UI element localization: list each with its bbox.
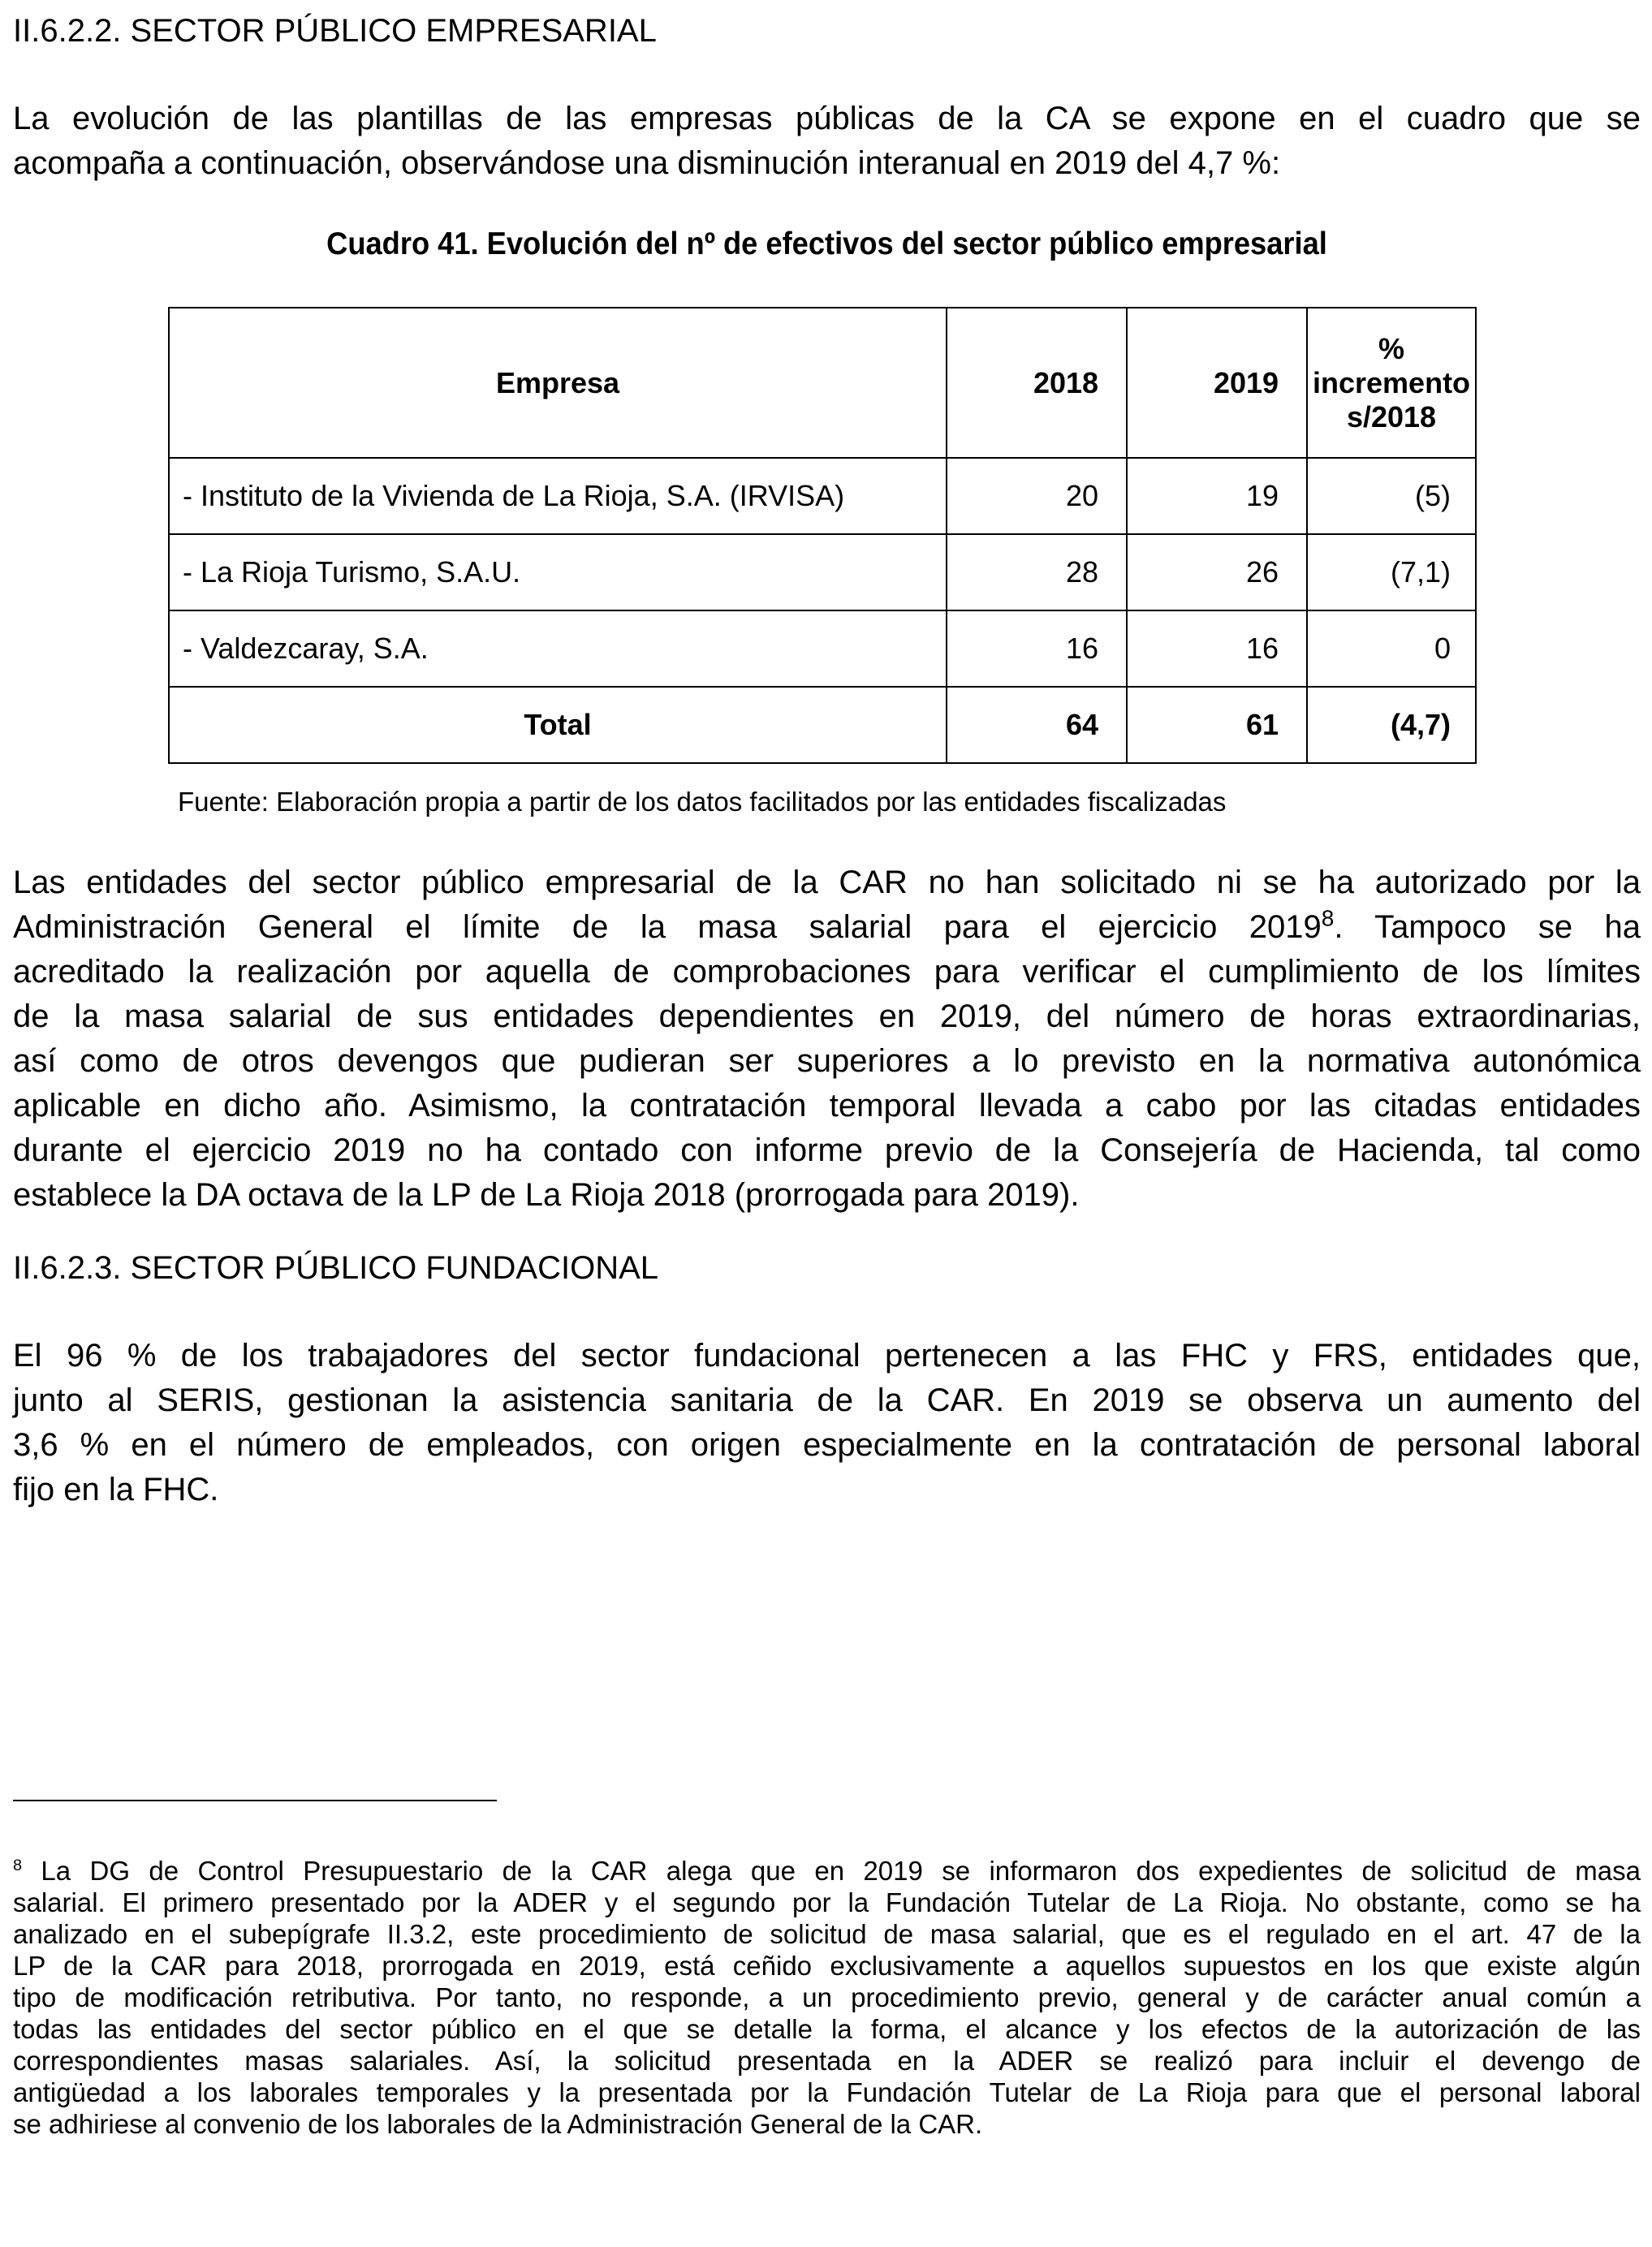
intro-paragraph <box>13 97 1641 186</box>
table-row <box>169 610 1476 687</box>
cell-total-pct: (4,7) <box>1307 687 1476 763</box>
table-row <box>169 458 1476 534</box>
cell-empresa: - Instituto de la Vivienda de La Rioja, S.A. (IRVISA) <box>169 458 947 534</box>
text-line: acreditado la realización por aquella de comprobaciones para verificar el cumplimiento de los límites <box>13 954 1641 990</box>
cell-pct: (7,1) <box>1307 534 1476 610</box>
text-line: Las entidades del sector público empresarial de la CAR no han solicitado ni se ha autorizado por la <box>13 865 1641 900</box>
table-row <box>169 534 1476 610</box>
header-empresa: Empresa <box>169 308 947 458</box>
text-line: salarial. El primero presentado por la ADER y el segundo por la Fundación Tutelar de La Rioja. No obstante, como se ha <box>13 1887 1641 1917</box>
cell-2018: 28 <box>947 534 1127 610</box>
header-pct-line: incremento <box>1313 365 1471 399</box>
text-line <box>13 905 1641 950</box>
text-line: El 96 % de los trabajadores del sector fundacional pertenecen a las FHC y FRS, entidades que, <box>13 1338 1641 1374</box>
text-line: aplicable en dicho año. Asimismo, la contratación temporal llevada a cabo por las citadas entidades <box>13 1088 1641 1124</box>
text-line: La evolución de las plantillas de las empresas públicas de la CA se expone en el cuadro que se <box>13 101 1641 136</box>
header-pct-incremento <box>1307 308 1476 458</box>
cell-pct: (5) <box>1307 458 1476 534</box>
text-line: establece la DA octava de la LP de La Rioja 2018 (prorrogada para 2019). <box>13 1177 1080 1213</box>
cell-empresa: - Valdezcaray, S.A. <box>169 610 947 687</box>
cell-pct: 0 <box>1307 610 1476 687</box>
text-line: todas las entidades del sector público en el que se detalle la forma, el alcance y los efectos de la autorización de las <box>13 2014 1641 2044</box>
footnote <box>13 1855 1641 2140</box>
cell-total-label: Total <box>169 687 947 763</box>
section-heading-empresarial: II.6.2.2. SECTOR PÚBLICO EMPRESARIAL <box>13 13 657 49</box>
efectivos-table <box>168 307 1477 764</box>
cell-total-2018: 64 <box>947 687 1127 763</box>
table-total-row <box>169 687 1476 763</box>
cell-total-2019: 61 <box>1127 687 1307 763</box>
text-span: . Tampoco se ha <box>1334 909 1641 945</box>
section-heading-fundacional: II.6.2.3. SECTOR PÚBLICO FUNDACIONAL <box>13 1250 659 1286</box>
cell-2018: 16 <box>947 610 1127 687</box>
cell-empresa: - La Rioja Turismo, S.A.U. <box>169 534 947 610</box>
footnote-mark: 8 <box>13 1857 23 1874</box>
text-line: LP de la CAR para 2018, prorrogada en 2019, está ceñido exclusivamente a aquellos supuestos en los que existe algún <box>13 1951 1641 1981</box>
text-line: analizado en el subepígrafe II.3.2, este procedimiento de solicitud de masa salarial, que es el regulado en el art. 47 de la <box>13 1919 1641 1949</box>
text-line: 3,6 % en el número de empleados, con origen especialmente en la contratación de personal laboral <box>13 1427 1641 1463</box>
text-line: se adhiriese al convenio de los laborales de la Administración General de la CAR. <box>13 2109 983 2139</box>
cell-2019: 19 <box>1127 458 1307 534</box>
header-2019: 2019 <box>1127 308 1307 458</box>
cell-2019: 16 <box>1127 610 1307 687</box>
table-caption: Cuadro 41. Evolución del nº de efectivos del sector público empresarial <box>326 226 1327 261</box>
text-span: Administración General el límite de la masa salarial para el ejercicio 2019 <box>13 909 1322 945</box>
text-line: junto al SERIS, gestionan la asistencia sanitaria de la CAR. En 2019 se observa un aumento del <box>13 1382 1641 1418</box>
text-line: durante el ejercicio 2019 no ha contado con informe previo de la Consejería de Hacienda, tal como <box>13 1132 1641 1168</box>
text-line: correspondientes masas salariales. Así, la solicitud presentada en la ADER se realizó para incluir el devengo de <box>13 2046 1641 2076</box>
header-pct-line: s/2018 <box>1346 399 1437 433</box>
header-pct-line: % <box>1378 331 1405 365</box>
footnote-reference[interactable]: 8 <box>1321 905 1335 931</box>
table-header-row <box>169 308 1476 458</box>
text-line: tipo de modificación retributiva. Por tanto, no responde, a un procedimiento previo, general y de carácter anual común a <box>13 1982 1641 2012</box>
text-line: acompaña a continuación, observándose una disminución interanual en 2019 del 4,7 %: <box>13 145 1281 181</box>
text-line: de la masa salarial de sus entidades dependientes en 2019, del número de horas extraordinarias, <box>13 998 1641 1034</box>
text-line: fijo en la FHC. <box>13 1472 219 1507</box>
cell-2018: 20 <box>947 458 1127 534</box>
main-paragraph <box>13 860 1641 1218</box>
header-2018: 2018 <box>947 308 1127 458</box>
cell-2019: 26 <box>1127 534 1307 610</box>
text-line <box>13 1855 1641 1887</box>
footnote-divider <box>13 1800 497 1801</box>
text-line: antigüedad a los laborales temporales y la presentada por la Fundación Tutelar de La Rioja para que el personal laboral <box>13 2077 1641 2107</box>
fundacional-paragraph <box>13 1334 1641 1512</box>
text-line: así como de otros devengos que pudieran ser superiores a lo previsto en la normativa autonómica <box>13 1043 1641 1079</box>
text-span: La DG de Control Presupuestario de la CAR alega que en 2019 se informaron dos expedientes de solicitud de masa <box>22 1856 1641 1886</box>
table-source: Fuente: Elaboración propia a partir de los datos facilitados por las entidades fiscalizadas <box>178 787 1227 817</box>
